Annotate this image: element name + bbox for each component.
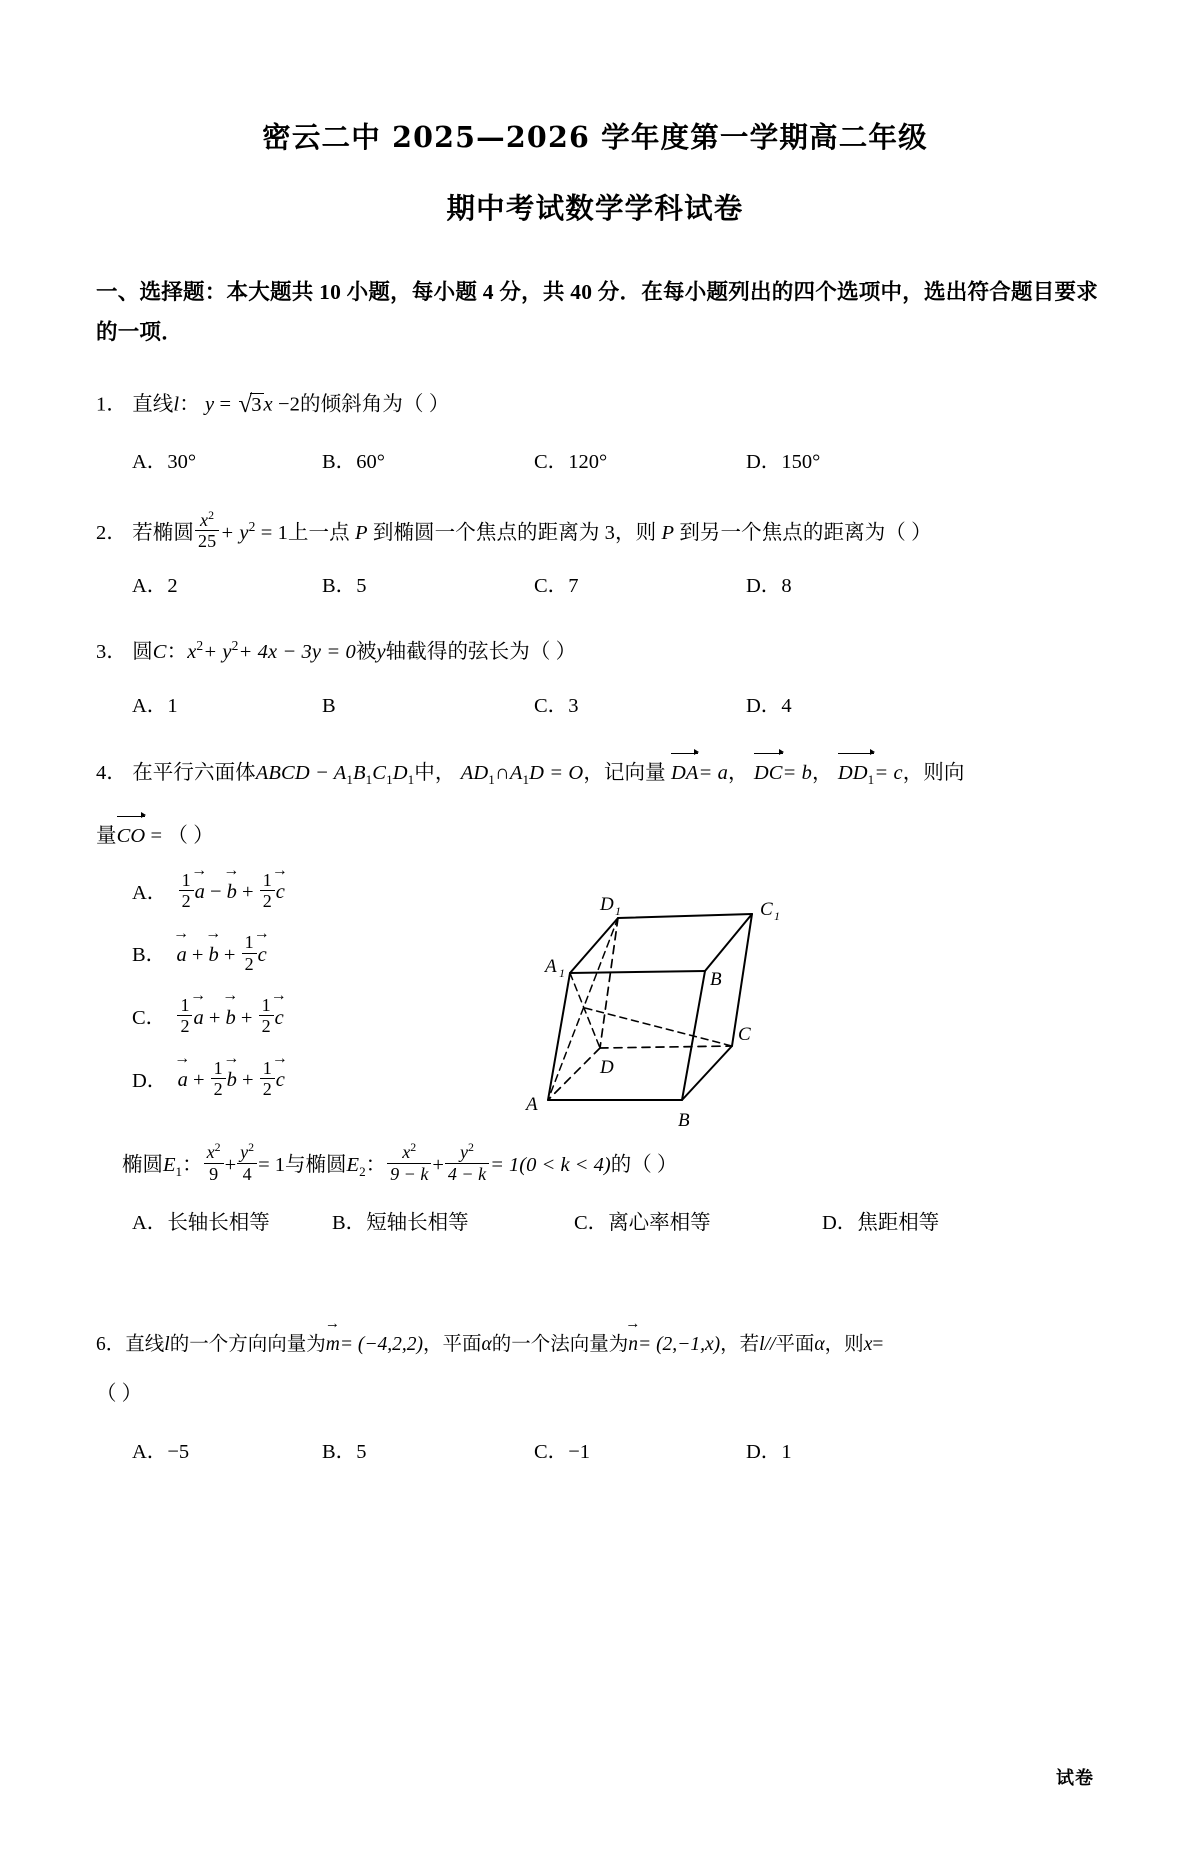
question-6-var-x: x [863, 1333, 873, 1355]
option-a-value: 30° [167, 450, 197, 473]
question-5-e2-sub: 2 [359, 1163, 366, 1179]
option-b-label: B． [322, 450, 357, 473]
question-2-text-b: 上一点 [287, 521, 350, 544]
question-5-eq2: = 1(0 < k < 4) [490, 1153, 611, 1176]
f3-den: 9 − k [390, 1163, 429, 1184]
option-a-value: 1 [167, 695, 178, 718]
vector-co-label: CO [116, 824, 146, 847]
question-6-blank-parens: （ ） [96, 1382, 143, 1405]
question-6-n-value: = (2,−1,x) [638, 1333, 721, 1355]
vector-dc-label: DC [753, 761, 783, 784]
question-4-text-a: 在平行六面体 [132, 761, 256, 784]
option-d-label: D． [746, 450, 782, 473]
option-b-label: B． [332, 1211, 367, 1234]
option-a[interactable] [132, 1206, 332, 1242]
option-d-value: 4 [781, 695, 792, 718]
option-b[interactable] [322, 1435, 534, 1471]
option-c-value: 120° [568, 450, 608, 473]
svg-text:1: 1 [615, 904, 621, 918]
question-4-stem-line2 [96, 818, 1098, 855]
parallelepiped-diagram [510, 888, 810, 1148]
question-6-line-var-2: l [759, 1333, 765, 1355]
question-4-vec2-eq: = b [782, 761, 813, 784]
question-6-m-value: = (−4,2,2) [339, 1333, 423, 1355]
option-b[interactable] [332, 1206, 574, 1242]
option-d-value: 1 [781, 1440, 792, 1463]
option-c-expr: $\frac{1}{2}$ a → + b → + $\frac{1}{2}$ c → [176, 1007, 283, 1029]
option-b[interactable] [322, 689, 534, 725]
option-d-value: 150° [781, 450, 821, 473]
option-d[interactable] [746, 1435, 792, 1471]
section-text: 本大题共 10 小题，每小题 4 分，共 40 分．在每小题列出的四个选项中，选出符合题目要求的一项． [96, 280, 1099, 345]
option-a-label: A． [132, 450, 168, 473]
question-5-colon1: ： [182, 1153, 203, 1176]
option-a-label: A． [132, 1440, 168, 1463]
question-5-e1-sub: 1 [175, 1163, 183, 1179]
page-title-line2: 期中考试数学学科试卷 [446, 191, 744, 226]
vector-n: n → [628, 1328, 638, 1361]
option-a-label: A． [132, 575, 168, 598]
option-c-value: −1 [568, 1440, 590, 1463]
question-6-text-a: 直线 [125, 1333, 165, 1355]
f2-num: y [240, 1142, 249, 1163]
option-a[interactable] [132, 569, 322, 605]
label-A1: A [545, 956, 557, 977]
question-4-inter-b: A [509, 761, 523, 784]
question-4-line2-b: = （ ） [150, 824, 214, 847]
question-3-y-exponent: 2 [231, 638, 239, 654]
question-5-stem: 椭圆$E_1$： $\frac{x^2}{9}$ + $\frac{y^2}{4}$ = 1与椭圆$E_2$： $\frac{x^2}{9 - k}$ + $\frac{y^2}{4 - k}$ = 1(0 < k < 4)的（ ） [122, 1140, 678, 1184]
question-6-stem-line2 [96, 1377, 1098, 1413]
fraction-denominator: 25 [198, 531, 217, 552]
fraction-x2-over-25 [195, 507, 219, 552]
option-b-label: B． [132, 944, 167, 967]
option-d[interactable] [746, 569, 792, 605]
question-4-stem: 4． 在平行六面体ABCD − $A_1B_1C_1D_1$中， $AD_1\cap A_1D = O$，记向量 DA= a， DC= b， $DD_1= c$，则向 [96, 755, 1098, 792]
question-3 [96, 635, 1098, 725]
fraction-x2-over-9 [204, 1140, 224, 1184]
question-6-alpha-1: α [481, 1333, 492, 1355]
section-heading [96, 273, 1098, 353]
question-1-prefix: 直线 [132, 393, 174, 416]
label-D1: D [600, 894, 614, 915]
question-3-eq-rest: + 4x − 3y = 0 [238, 641, 356, 664]
option-c-value: 离心率相等 [608, 1211, 711, 1234]
exam-paper-page [0, 118, 1190, 1868]
question-1-eq-x: x [263, 393, 273, 416]
question-4-inter-sub-2: 1 [522, 771, 530, 787]
question-2-plus-y: + y [220, 521, 249, 544]
option-c[interactable] [534, 445, 746, 481]
question-2-number: 2． [96, 521, 127, 544]
option-d-label: D． [822, 1211, 858, 1234]
page-footer: 试卷 [1056, 1768, 1094, 1788]
question-5-e2: E [346, 1153, 360, 1176]
intersection-icon: ∩ [494, 761, 510, 784]
option-d-value: 焦距相等 [857, 1211, 940, 1234]
question-6 [96, 1328, 1098, 1471]
fraction-y2-over-4 [237, 1140, 257, 1184]
question-1-line-var: l [173, 393, 180, 416]
question-4-vec3-eq: = c [874, 761, 903, 784]
question-4-text-c: ，记向量 [583, 761, 666, 784]
sqrt-icon: √3 [238, 391, 262, 418]
question-1-radicand: 3 [251, 393, 262, 416]
question-3-text-b: 被 [355, 641, 377, 664]
option-c[interactable] [534, 569, 746, 605]
vector-dd1 [838, 755, 874, 792]
question-4-sub-2: 1 [365, 771, 373, 787]
question-2-var-p1: P [354, 521, 368, 544]
question-4-solid-b: B [353, 761, 366, 784]
label-B: B [678, 1110, 690, 1131]
label-C1: C [760, 899, 773, 920]
question-4-vec1-eq: = a [698, 761, 728, 784]
question-5-e1: E [163, 1153, 176, 1176]
option-a[interactable] [132, 689, 322, 725]
question-4-number: 4． [96, 761, 127, 784]
question-6-equals: = [872, 1333, 884, 1355]
question-2-y-exponent: 2 [248, 518, 256, 534]
question-5-options [96, 1206, 1098, 1242]
option-c-label: C． [534, 450, 569, 473]
question-1-eq-y: y [205, 393, 215, 416]
question-6-options [96, 1435, 1098, 1471]
question-6-text-e: ，若 [720, 1333, 760, 1355]
question-6-text-c: ，平面 [423, 1333, 482, 1355]
option-a-label: A． [132, 695, 168, 718]
question-6-line-var: l [164, 1333, 170, 1355]
question-2 [96, 507, 1098, 606]
question-1-number: 1． [96, 393, 127, 416]
f3-num: x [402, 1142, 411, 1163]
question-3-text-c: 轴截得的弦长为（ ） [385, 641, 577, 664]
question-6-alpha-2: α [814, 1333, 825, 1355]
option-b[interactable] [322, 445, 534, 481]
question-4-inter-sub-1: 1 [488, 771, 495, 787]
f4-num: y [460, 1142, 469, 1163]
label-C: C [738, 1024, 751, 1045]
svg-text:1: 1 [559, 966, 565, 980]
option-d-label: D． [746, 575, 782, 598]
question-6-text-b: 的一个方向向量为 [169, 1333, 326, 1355]
question-5-eq1: = 1 [258, 1153, 286, 1176]
option-b[interactable] [322, 569, 534, 605]
question-4-line2-a: 量 [96, 824, 117, 847]
option-b-label: B． [322, 1440, 357, 1463]
f4-den: 4 − k [447, 1163, 487, 1184]
question-5-colon2: ： [365, 1153, 387, 1176]
parallel-icon: // [764, 1333, 776, 1355]
question-2-text-a: 若椭圆 [132, 521, 194, 544]
f2-num-exp: 2 [248, 1140, 255, 1155]
f1-num: x [206, 1142, 215, 1163]
option-c-label: C． [574, 1211, 609, 1234]
question-4-sub-3: 1 [386, 771, 393, 787]
option-d-label: D． [746, 1440, 782, 1463]
question-4-text-b: 中， [414, 761, 456, 784]
vector-dd1-label: DD [837, 761, 868, 784]
question-4-solid-d: D [392, 761, 408, 784]
question-5-text-b: 的（ ） [610, 1153, 678, 1176]
fraction-y2-over-4-minus-k [445, 1140, 489, 1184]
question-1-options [96, 445, 1098, 481]
question-5 [96, 1140, 1098, 1242]
option-c[interactable] [534, 1435, 746, 1471]
option-d[interactable] [746, 445, 820, 481]
question-1-eq-rel: = [219, 393, 232, 416]
question-3-stem [96, 635, 1098, 671]
vector-da [671, 755, 699, 792]
option-c[interactable] [574, 1206, 822, 1242]
option-b-value: 5 [356, 575, 367, 598]
option-c-label: C． [534, 575, 569, 598]
f1-num-exp: 2 [214, 1140, 221, 1155]
option-a-value: 2 [167, 575, 178, 598]
vector-co [117, 818, 146, 855]
question-3-number: 3． [96, 641, 127, 664]
question-1-suffix: 的倾斜角为（ ） [300, 393, 450, 416]
question-3-colon: ： [166, 641, 188, 664]
question-1 [96, 383, 1098, 481]
option-c-value: 7 [568, 575, 579, 598]
fraction-x2-over-9-minus-k [387, 1140, 431, 1184]
question-2-text-c: 到椭圆一个焦点的距离为 3，则 [372, 521, 657, 544]
option-b-value: 5 [356, 1440, 367, 1463]
option-b-expr: a → + b → + $\frac{1}{2}$ c → [176, 944, 266, 966]
option-b-label: B． [322, 575, 357, 598]
option-a[interactable] [132, 445, 322, 481]
f3-num-exp: 2 [410, 1140, 417, 1155]
option-c-label: C． [534, 695, 569, 718]
option-d-label: D． [132, 1069, 168, 1092]
question-5-text-a: 椭圆 [122, 1153, 163, 1176]
question-4-solid-c: C [372, 761, 387, 784]
question-6-text-f: 平面 [775, 1333, 815, 1355]
option-d[interactable] [822, 1206, 939, 1242]
option-c-value: 3 [568, 695, 579, 718]
vector-dc [754, 755, 783, 792]
f2-den: 4 [242, 1163, 252, 1184]
question-3-x-exponent: 2 [196, 638, 204, 654]
option-d-label: D． [746, 695, 782, 718]
label-B1: B [710, 969, 722, 990]
option-b-value: 60° [356, 450, 385, 473]
option-a-label: A． [132, 1211, 168, 1234]
question-4-solid-a: ABCD − A [255, 761, 347, 784]
label-D: D [600, 1057, 614, 1078]
question-6-number: 6． [96, 1333, 126, 1355]
svg-text:1: 1 [774, 909, 780, 923]
question-3-eq-y: + y [203, 641, 232, 664]
question-3-eq-x: x [187, 641, 197, 664]
question-4-sub-4: 1 [407, 771, 415, 787]
question-2-equals-one: = 1 [260, 521, 288, 544]
fraction-numerator: x [200, 509, 209, 530]
label-A: A [526, 1094, 538, 1115]
question-1-eq-const: −2 [277, 393, 300, 416]
option-c-label: C． [534, 1440, 569, 1463]
question-2-text-d: 到另一个焦点的距离为（ ） [679, 521, 932, 544]
section-label: 一、选择题： [96, 280, 227, 305]
question-4-sub-1: 1 [346, 771, 354, 787]
option-c[interactable] [534, 689, 746, 725]
option-d[interactable] [746, 689, 792, 725]
f1-den: 9 [209, 1163, 219, 1184]
option-b-label: B [322, 695, 336, 718]
document-title-block [0, 118, 1190, 227]
question-2-var-p2: P [661, 521, 675, 544]
question-6-text-d: 的一个法向量为 [491, 1333, 629, 1355]
fraction-numerator-exponent: 2 [208, 507, 215, 522]
question-4-inter-c: D = O [529, 761, 584, 784]
question-2-stem [96, 507, 1098, 552]
option-a[interactable] [132, 1435, 322, 1471]
option-d-value: 8 [781, 575, 792, 598]
question-6-stem [96, 1328, 1098, 1361]
option-a-value: 长轴长相等 [167, 1211, 270, 1234]
option-a-label: A． [132, 881, 168, 904]
option-c-label: C． [132, 1006, 167, 1029]
f4-num-exp: 2 [468, 1140, 474, 1155]
question-6-text-g: ，则 [824, 1333, 864, 1355]
question-3-circle-name: C [152, 641, 167, 664]
question-4-inter-a: AD [460, 761, 489, 784]
vector-dd1-sub: 1 [867, 771, 875, 787]
question-2-options [96, 569, 1098, 605]
option-b-value: 短轴长相等 [366, 1211, 469, 1234]
option-a-expr: $\frac{1}{2}$ a → − b → + $\frac{1}{2}$ c → [178, 881, 285, 903]
question-3-options [96, 689, 1098, 725]
question-4-text-d: ，则向 [902, 761, 965, 784]
option-d-expr: a → + $\frac{1}{2}$ b → + $\frac{1}{2}$ c → [178, 1069, 285, 1091]
vector-m: m → [326, 1328, 340, 1361]
question-1-stem: 1． 直线l： y = √3x −2的倾斜角为（ ） [96, 383, 1098, 427]
option-a-value: −5 [167, 1440, 190, 1463]
page-title-line1: 密云二中 2025—2026 学年度第一学期高二年级 [262, 120, 928, 154]
question-3-text-a: 圆 [132, 641, 153, 664]
vector-da-label: DA [670, 761, 699, 784]
question-5-mid: 与椭圆 [285, 1153, 347, 1176]
question-3-axis-var: y [376, 641, 386, 664]
